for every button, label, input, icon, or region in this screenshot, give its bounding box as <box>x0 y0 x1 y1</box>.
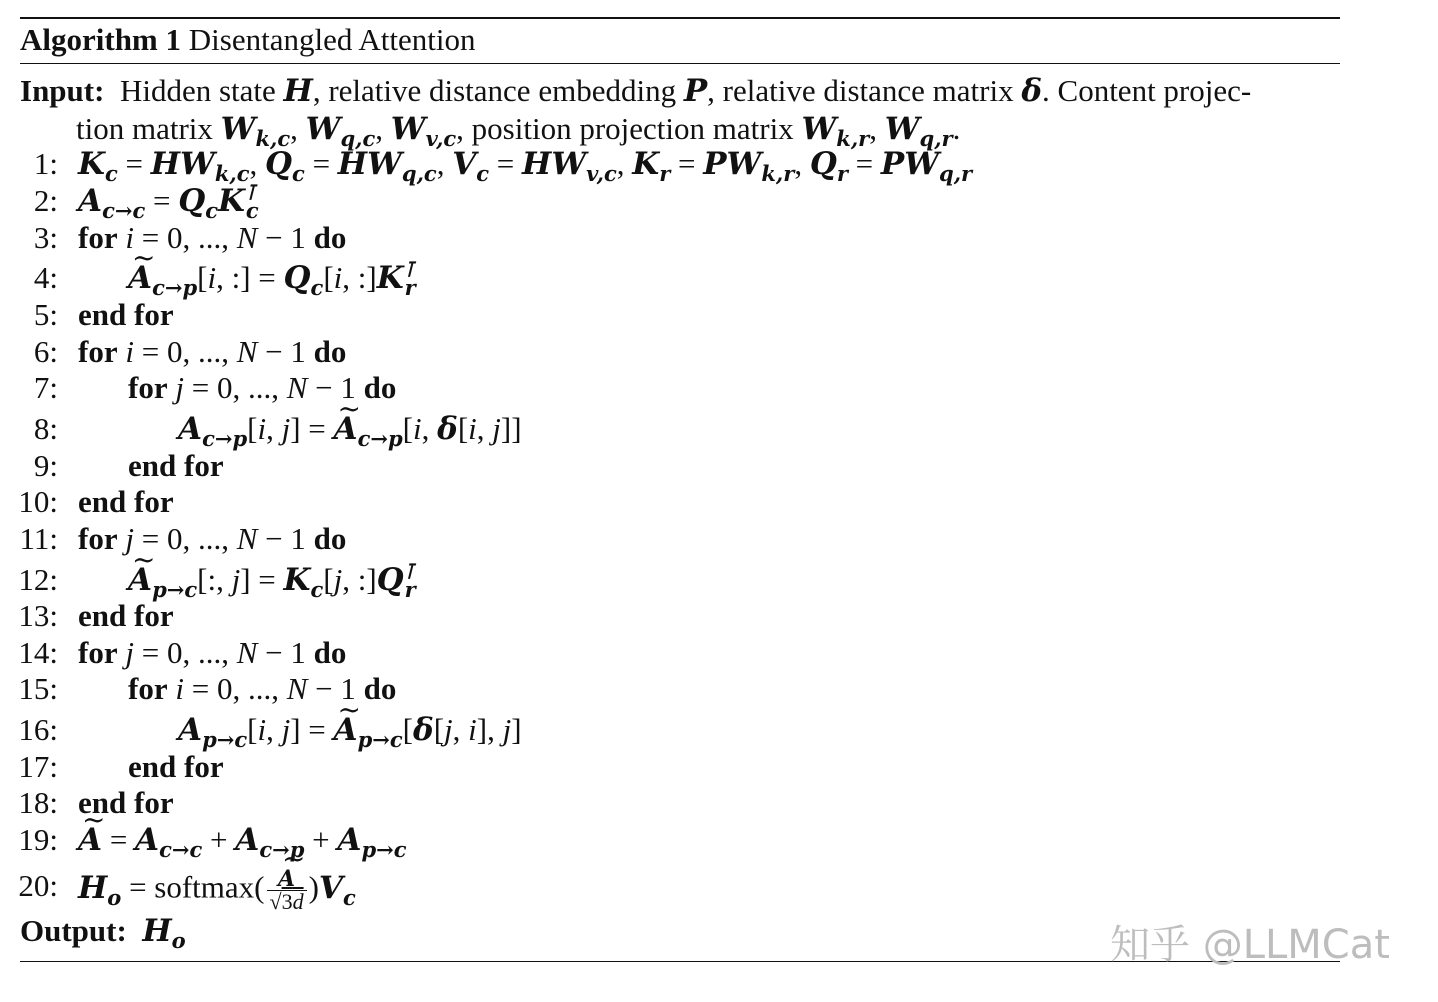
line-number: 4: <box>33 260 58 295</box>
input-line-1: Input: Hidden state H, relative distance embedding P, relative distance matrix δ. Content projec- <box>20 73 1252 109</box>
line-code: end for <box>128 749 224 784</box>
output-line <box>20 912 186 954</box>
line-code: $K_c = HW_{k,c}$, $Q_c = HW_{q,c}$, $V_c = HW_{v,c}$, $K_r = PW_{k,r}$, $Q_r = PW_{q,r}$ <box>78 146 973 187</box>
algo-line-5 <box>0 297 1400 333</box>
line-code: $A_{c\to c} = Q_cK^⊺_c$ <box>78 179 259 224</box>
input-description <box>20 72 1350 152</box>
header-rule <box>20 63 1340 64</box>
line-code: $A_{p\to c}[i$, j] = ~ $A_{p\to c}[\delta[j$, i], j] <box>178 712 522 748</box>
input-label: Input: <box>20 73 105 108</box>
line-number: 3: <box>33 220 58 255</box>
line-number: 7: <box>33 370 58 405</box>
algo-line-18 <box>0 785 1400 821</box>
algo-line-20 <box>0 866 1400 914</box>
line-number: 19: <box>18 822 58 857</box>
algo-line-16 <box>0 712 1400 753</box>
line-number: 2: <box>33 183 58 218</box>
line-code: $A_{c\to p}[i$, j] = ~ $A_{c\to p}[i$, δ[i, j]] <box>178 411 522 447</box>
line-code: for i = 0, ..., N − 1 do <box>78 220 347 255</box>
output-label: Output: <box>20 913 127 948</box>
line-code: end for <box>78 785 174 820</box>
line-code: ~ $A = A_{c\to c} + A_{c\to p} + A_{p\to c}$ <box>78 822 407 858</box>
line-code: for j = 0, ..., N − 1 do <box>128 370 397 405</box>
line-code: for j = 0, ..., N − 1 do <box>78 635 347 670</box>
algo-line-9 <box>0 448 1400 484</box>
line-number: 6: <box>33 334 58 369</box>
line-number: 5: <box>33 297 58 332</box>
algo-line-3 <box>0 220 1400 256</box>
algorithm-name: Disentangled Attention <box>188 22 476 57</box>
algo-line-13 <box>0 598 1400 634</box>
line-number: 12: <box>18 562 58 597</box>
algorithm-title <box>20 20 475 60</box>
algo-line-10 <box>0 484 1400 520</box>
line-number: 11: <box>19 521 58 556</box>
algo-line-7 <box>0 370 1400 406</box>
line-code: end for <box>78 297 174 332</box>
line-number: 17: <box>18 749 58 784</box>
line-number: 15: <box>18 671 58 706</box>
top-rule <box>20 17 1340 19</box>
algo-line-11 <box>0 521 1400 557</box>
line-code: for i = 0, ..., N − 1 do <box>128 671 397 706</box>
line-number: 8: <box>33 411 58 446</box>
output-value: $H_o$ <box>142 913 186 954</box>
line-code: ~ $A_{p\to c}$[:, $j] = K_c[j$, $:]Q^⊺_r$ <box>128 562 416 598</box>
line-number: 10: <box>18 484 58 519</box>
line-number: 14: <box>18 635 58 670</box>
algo-line-8 <box>0 411 1400 452</box>
algo-line-1 <box>0 146 1400 187</box>
line-code: for j = 0, ..., N − 1 do <box>78 521 347 556</box>
input-line-2: tion matrix $W_{k,c}$, $W_{q,c}$, $W_{v,c}$, position projection matrix $W_{k,r}$, $W_{q,r}$. <box>76 111 961 152</box>
line-code: $H_o$ = softmax( ~ $\frac{A}{√3d}$ )$V_c$ <box>78 868 356 913</box>
algo-line-17 <box>0 749 1400 785</box>
algo-line-6 <box>0 334 1400 370</box>
algo-line-4 <box>0 256 1400 301</box>
line-code: ~ $A_{c\to p}[i$, :] = $Q_c[i$, $:]K^⊺_r$ <box>128 260 416 296</box>
watermark: 知乎 @LLMCat <box>1110 922 1390 968</box>
line-number: 20: <box>18 868 58 903</box>
algorithm-number: Algorithm 1 <box>20 22 182 57</box>
algo-line-15 <box>0 671 1400 707</box>
line-number: 1: <box>33 146 58 181</box>
algo-line-12 <box>0 558 1400 603</box>
line-number: 9: <box>33 448 58 483</box>
line-code: end for <box>128 448 224 483</box>
algo-line-2 <box>0 179 1400 224</box>
algo-line-19 <box>0 822 1400 863</box>
line-number: 13: <box>18 598 58 633</box>
line-code: end for <box>78 598 174 633</box>
algo-line-14 <box>0 635 1400 671</box>
line-code: end for <box>78 484 174 519</box>
line-number: 18: <box>18 785 58 820</box>
line-code: for i = 0, ..., N − 1 do <box>78 334 347 369</box>
line-number: 16: <box>18 712 58 747</box>
